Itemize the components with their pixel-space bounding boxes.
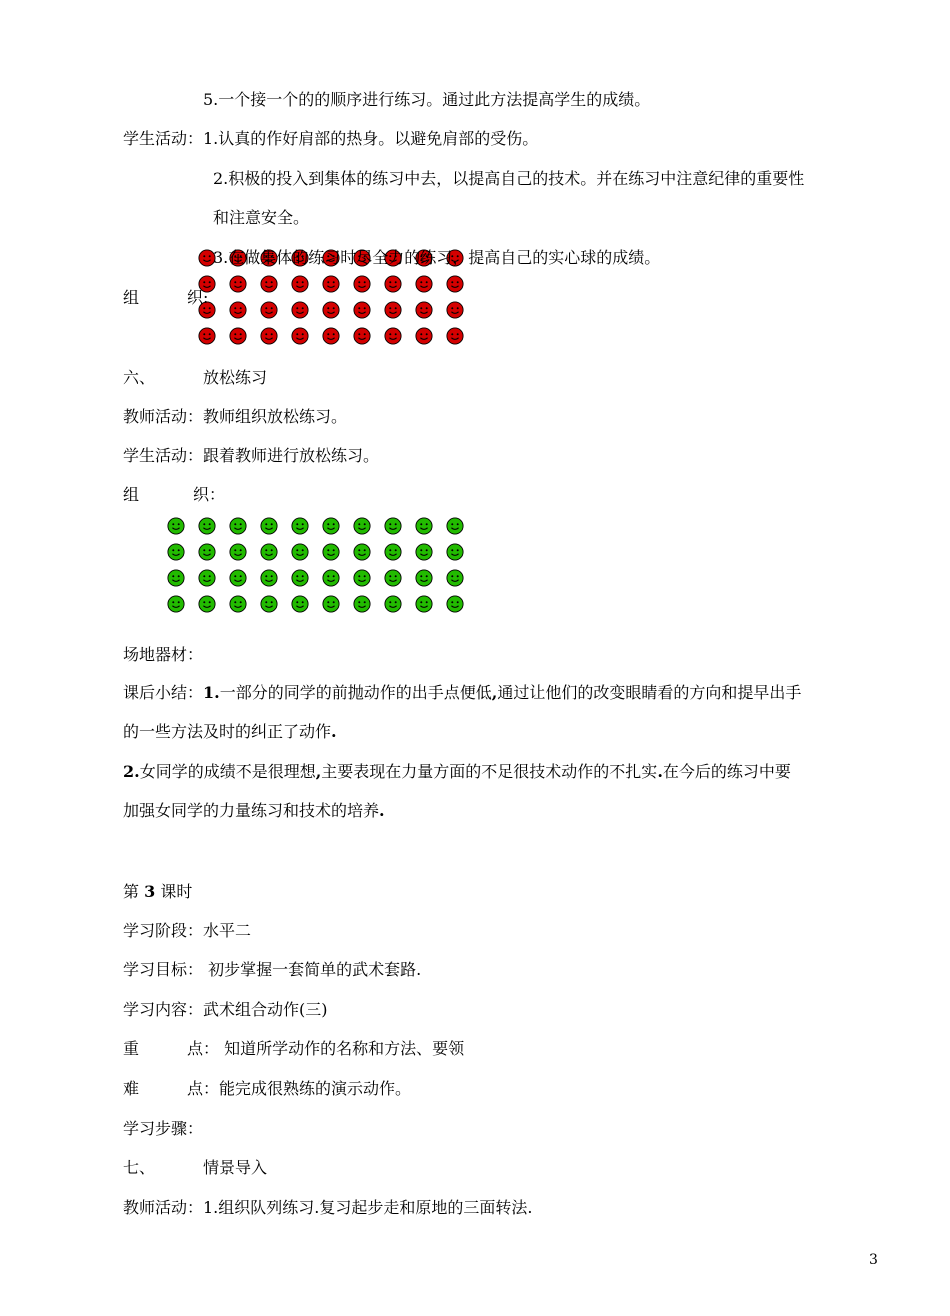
lesson-number: 3 (144, 882, 156, 901)
smiley-face-icon (446, 327, 464, 345)
smiley-face-icon (415, 595, 433, 613)
summary-text: 主要表现在力量方面的不足很技术动作的不扎实 (321, 762, 658, 781)
section-title: 放松练习 (203, 368, 268, 387)
summary-text: 女同学的成绩不是很理想 (139, 762, 316, 781)
smiley-face-icon (291, 275, 309, 293)
diff-text: 点：能完成很熟练的演示动作。 (187, 1079, 412, 1098)
summary-punct: , (491, 683, 498, 702)
org-char: 织： (193, 485, 226, 504)
text-line: 3.在做集体的练习时尽全力的练习，提高自己的实心球的成绩。 (213, 248, 661, 267)
smiley-face-icon (353, 595, 371, 613)
smiley-face-icon (229, 569, 247, 587)
smiley-face-icon (353, 543, 371, 561)
smiley-face-icon (167, 543, 185, 561)
smiley-face-icon (384, 543, 402, 561)
smiley-face-icon (384, 595, 402, 613)
page-number: 3 (869, 1252, 878, 1268)
summary-number: 2. (123, 762, 140, 781)
smiley-face-icon (291, 517, 309, 535)
teacher-activity: 教师活动：1.组织队列练习.复习起步走和原地的三面转法. (123, 1198, 533, 1217)
smiley-face-icon (291, 301, 309, 319)
smiley-face-icon (322, 543, 340, 561)
smiley-face-icon (260, 543, 278, 561)
key-text: 点： 知道所学动作的名称和方法、要领 (187, 1039, 465, 1058)
smiley-face-icon (446, 301, 464, 319)
venue-equipment: 场地器材： (123, 645, 204, 664)
summary-line (123, 721, 337, 743)
smiley-face-icon (229, 517, 247, 535)
smiley-face-icon (291, 595, 309, 613)
smiley-face-icon (167, 569, 185, 587)
section-number: 七、 (123, 1158, 156, 1177)
text-line: 和注意安全。 (213, 208, 310, 227)
green-formation (167, 517, 477, 613)
smiley-face-icon (446, 595, 464, 613)
smiley-face-icon (415, 569, 433, 587)
section-title: 情景导入 (203, 1158, 268, 1177)
summary-line (123, 800, 385, 822)
smiley-face-icon (322, 517, 340, 535)
smiley-face-icon (198, 595, 216, 613)
smiley-face-icon (415, 327, 433, 345)
smiley-face-icon (415, 301, 433, 319)
learning-steps: 学习步骤： (123, 1119, 204, 1138)
smiley-face-icon (446, 517, 464, 535)
summary-text: 在今后的练习中要 (662, 762, 791, 781)
smiley-face-icon (229, 301, 247, 319)
learning-goal: 学习目标： 初步掌握一套简单的武术套路. (123, 960, 422, 979)
smiley-face-icon (229, 275, 247, 293)
smiley-face-icon (291, 543, 309, 561)
smiley-face-icon (384, 301, 402, 319)
smiley-face-icon (415, 517, 433, 535)
summary-text: 一部分的同学的前抛动作的出手点便低 (219, 683, 492, 702)
smiley-face-icon (446, 275, 464, 293)
text-line: 2.积极的投入到集体的练习中去，以提高自己的技术。并在练习中注意纪律的重要性 (213, 169, 805, 188)
text-line: 5.一个接一个的的顺序进行练习。通过此方法提高学生的成绩。 (203, 90, 651, 109)
summary-number: 1. (203, 683, 220, 702)
smiley-face-icon (322, 275, 340, 293)
lesson-heading (123, 881, 192, 903)
smiley-face-icon (353, 275, 371, 293)
smiley-face-icon (322, 595, 340, 613)
summary-text: 通过让他们的改变眼睛看的方向和提早出手 (497, 683, 802, 702)
student-activity: 学生活动：1.认真的作好肩部的热身。以避免肩部的受伤。 (123, 129, 539, 148)
smiley-face-icon (260, 301, 278, 319)
smiley-face-icon (446, 543, 464, 561)
smiley-face-icon (198, 327, 216, 345)
smiley-face-icon (260, 569, 278, 587)
smiley-face-icon (353, 327, 371, 345)
smiley-face-icon (198, 543, 216, 561)
smiley-face-icon (291, 569, 309, 587)
smiley-face-icon (384, 569, 402, 587)
smiley-face-icon (260, 517, 278, 535)
smiley-face-icon (167, 517, 185, 535)
smiley-face-icon (384, 327, 402, 345)
smiley-face-icon (384, 275, 402, 293)
smiley-face-icon (229, 543, 247, 561)
learning-content: 学习内容：武术组合动作(三) (123, 1000, 328, 1019)
org-char: 组 (123, 288, 140, 307)
summary-line (123, 761, 791, 783)
smiley-face-icon (322, 327, 340, 345)
organization-label (123, 287, 208, 309)
section-number: 六、 (123, 368, 156, 387)
summary-punct: , (315, 762, 322, 781)
summary-line (123, 682, 801, 704)
smiley-face-icon (229, 595, 247, 613)
smiley-face-icon (198, 517, 216, 535)
smiley-face-icon (291, 327, 309, 345)
section-heading (123, 367, 267, 389)
smiley-face-icon (229, 327, 247, 345)
smiley-face-icon (322, 569, 340, 587)
summary-punct: . (331, 722, 337, 741)
learning-stage: 学习阶段：水平二 (123, 921, 252, 940)
lesson-text: 课时 (155, 882, 193, 901)
smiley-face-icon (260, 327, 278, 345)
smiley-face-icon (415, 543, 433, 561)
summary-punct: . (657, 762, 663, 781)
smiley-face-icon (415, 275, 433, 293)
smiley-face-icon (353, 569, 371, 587)
summary-punct: . (379, 801, 385, 820)
section-heading (123, 1157, 267, 1179)
key-point (123, 1038, 464, 1060)
key-char: 重 (123, 1039, 140, 1058)
organization-label (123, 484, 225, 506)
summary-text: 加强女同学的力量练习和技术的培养 (123, 801, 380, 820)
teacher-activity: 教师活动：教师组织放松练习。 (123, 407, 348, 426)
smiley-face-icon (384, 517, 402, 535)
student-activity: 学生活动：跟着教师进行放松练习。 (123, 446, 380, 465)
org-char: 组 (123, 485, 140, 504)
smiley-face-icon (260, 275, 278, 293)
summary-label: 课后小结： (123, 683, 204, 702)
smiley-face-icon (446, 569, 464, 587)
diff-char: 难 (123, 1079, 140, 1098)
org-char: 织: (187, 288, 209, 307)
lesson-text: 第 (123, 882, 145, 901)
smiley-face-icon (198, 569, 216, 587)
summary-text: 的一些方法及时的纠正了动作 (123, 722, 332, 741)
smiley-face-icon (260, 595, 278, 613)
smiley-face-icon (322, 301, 340, 319)
difficult-point (123, 1078, 411, 1100)
smiley-face-icon (353, 517, 371, 535)
smiley-face-icon (353, 301, 371, 319)
smiley-face-icon (167, 595, 185, 613)
